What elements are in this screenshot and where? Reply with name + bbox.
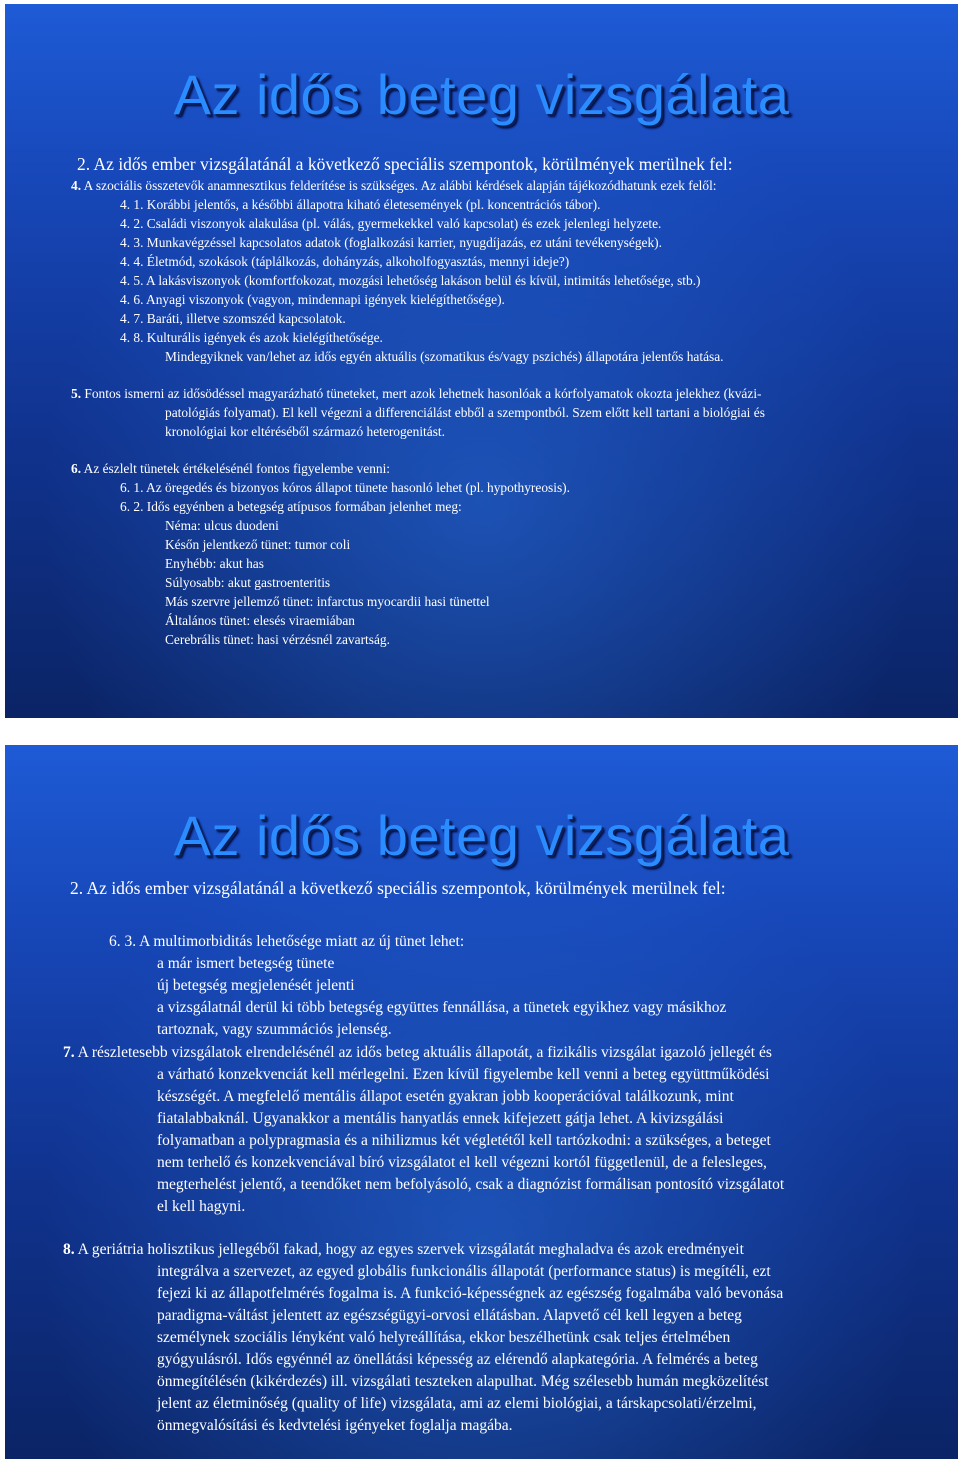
text-line [157,1261,771,1284]
line-text: 6. 1. Az öregedés és bizonyos kóros állapot tünete hasonló lehet (pl. hypothyreosis). [120,480,570,495]
paragraph-number: 4. [71,178,82,193]
line-text: 4. 3. Munkavégzéssel kapcsolatos adatok (foglalkozási karrier, nyugdíjazás, ez utáni tevékenységek). [120,235,662,250]
line-text: Néma: ulcus duodeni [165,518,279,533]
line-text: Az észlelt tünetek értékelésénél fontos figyelembe venni: [81,461,391,476]
line-text: Enyhébb: akut has [165,556,264,571]
numbered-paragraph-line [71,176,717,195]
text-line [157,1174,784,1197]
line-text: 4. 7. Baráti, illetve szomszéd kapcsolatok. [120,311,346,326]
line-text: Későn jelentkező tünet: tumor coli [165,537,351,552]
text-line [120,252,569,271]
text-line [157,1086,734,1109]
line-text: patológiás folyamat). El kell végezni a differenciálást ebből a szempontból. Szem előtt kell tartani a biológiai és [165,405,765,420]
line-text: 4. 1. Korábbi jelentős, a későbbi állapotra kiható életesemények (pl. koncentrációs tábor). [120,197,601,212]
text-line [120,214,661,233]
text-line [157,1152,767,1175]
paragraph-number: 7. [63,1044,75,1061]
text-line [165,516,279,535]
text-line [157,1393,757,1416]
line-text: A részletesebb vizsgálatok elrendelésénél az idős beteg aktuális állapotát, a fizikális vizsgálat igazoló jellegét és [74,1044,772,1061]
line-text: 4. 8. Kulturális igények és azok kielégíthetősége. [120,330,383,345]
paragraph-number: 8. [63,1241,75,1258]
line-text: gyógyulásról. Idős egyénnél az önellátási képesség az elérendő alapkategória. A felmérés a beteg [157,1351,758,1368]
line-text: a már ismert betegség tünete [157,955,335,972]
paragraph-number: 6. [71,461,82,476]
text-line [157,1130,771,1153]
text-line [165,347,724,366]
text-line [165,573,330,592]
text-line [120,195,600,214]
text-line [120,290,505,309]
text-line [165,630,390,649]
line-text: tartoznak, vagy szummációs jelenség. [157,1021,392,1038]
text-line [165,535,350,554]
text-line [157,1349,758,1372]
text-line [120,271,701,290]
line-text: Mindegyiknek van/lehet az idős egyén aktuális (szomatikus és/vagy pszichés) állapotára jelentős hatása. [165,349,724,364]
text-line [109,931,464,954]
numbered-paragraph-line [63,1239,744,1262]
text-line [157,1305,742,1328]
slide-heading: 2. Az idős ember vizsgálatánál a következő speciális szempontok, körülmények merülnek fel: [70,878,726,898]
line-text: nem terhelő és konzekvenciával bíró vizsgálatot el kell végezni kortól függetlenül, de a felesleges, [157,1154,767,1171]
line-text: Általános tünet: elesés viraemiában [165,613,356,628]
text-line [157,975,355,998]
text-line [157,1327,730,1350]
line-text: A szociális összetevők anamnesztikus felderítése is szükséges. Az alábbi kérdések alapján tájékozódhatunk ezek felől: [81,178,717,193]
text-line [165,403,765,422]
line-text: Cerebrális tünet: hasi vérzésnél zavartság. [165,632,390,647]
line-text: Más szervre jellemző tünet: infarctus myocardii hasi tünettel [165,594,490,609]
line-text: 4. 6. Anyagi viszonyok (vagyon, mindennapi igények kielégíthetősége). [120,292,505,307]
line-text: megterhelést jelentő, a teendőket nem befolyásoló, csak a diagnózist formálisan pontosító vizsgálatot [157,1176,785,1193]
numbered-paragraph-line [71,384,762,403]
line-text: új betegség megjelenését jelenti [157,977,355,994]
line-text: Súlyosabb: akut gastroenteritis [165,575,331,590]
line-text: el kell hagyni. [157,1198,246,1215]
text-line [157,1283,783,1306]
line-text: önmegítélésén (kikérdezés) ill. vizsgálati teszteken alapulhat. Még szélesebb humán megközelítést [157,1373,769,1390]
slide-2 [5,745,958,1459]
line-text: A geriátria holisztikus jellegéből fakad, hogy az egyes szervek vizsgálatát meghaladva és azok eredményeit [74,1241,744,1258]
line-text: folyamatban a polypragmasia és a nihilizmus két végletétől kell tartózkodni: a szükséges, a beteget [157,1132,771,1149]
text-line [120,328,383,347]
text-line [120,309,346,328]
text-line [120,497,462,516]
text-line [165,611,355,630]
line-text: 6. 3. A multimorbiditás lehetősége miatt az új tünet lehet: [109,933,465,950]
text-line [120,233,662,252]
text-line [165,554,264,573]
text-line [157,1196,245,1219]
line-text: kronológiai kor eltéréséből származó heterogenitást. [165,424,445,439]
numbered-paragraph-line [63,1042,772,1065]
text-line [157,1371,769,1394]
line-text: 4. 4. Életmód, szokások (táplálkozás, dohányzás, alkoholfogyasztás, mennyi ideje?) [120,254,570,269]
slide-title: Az idős beteg vizsgálata [173,63,790,126]
line-text: személynek szociális lényként való helyreállítása, ekkor beszélhetünk csak teljes értelmében [157,1329,731,1346]
paragraph-number: 5. [71,386,82,401]
text-line [157,953,334,976]
text-line [157,1415,513,1438]
line-text: Fontos ismerni az idősödéssel magyarázható tüneteket, mert azok lehetnek hasonlóak a kórfolyamatok okozta jelekhez (kvázi- [81,386,762,401]
line-text: jelent az életminőség (quality of life) vizsgálata, ami az elemi biológiai, a társkapcsolati/érzelmi, [157,1395,757,1412]
text-line [157,1064,769,1087]
line-text: a vizsgálatnál derül ki több betegség együttes fennállása, a tünetek egyikhez vagy másikhoz [157,999,727,1016]
text-line [165,592,490,611]
line-text: fiatalabbaknál. Ugyanakkor a mentális hanyatlás ennek kifejezett gátja lehet. A kivizsgálási [157,1110,724,1127]
line-text: integrálva a szervezet, az egyed globális funkcionális állapotát (performance status) is megítéli, ezt [157,1263,771,1280]
text-line [157,1108,723,1131]
line-text: 6. 2. Idős egyénben a betegség atípusos formában jelenhet meg: [120,499,462,514]
numbered-paragraph-line [71,459,390,478]
slide-heading: 2. Az idős ember vizsgálatánál a következő speciális szempontok, körülmények merülnek fel: [77,154,733,174]
line-text: készségét. A megfelelő mentális állapot esetén gyakran jobb kooperációval találkozunk, mint [157,1088,734,1105]
slide-1 [5,4,958,718]
text-line [120,478,570,497]
text-line [157,1019,392,1042]
slide-title: Az idős beteg vizsgálata [173,804,790,867]
text-line [157,997,726,1020]
line-text: a várható konzekvenciát kell mérlegelni. Ezen kívül figyelembe kell venni a beteg együttműködési [157,1066,770,1083]
line-text: önmegvalósítási és kedvtelési igényeket foglalja magába. [157,1417,513,1434]
line-text: paradigma-váltást jelentett az egészségügyi-orvosi ellátásban. Alapvető cél kell legyen a beteg [157,1307,742,1324]
line-text: 4. 5. A lakásviszonyok (komfortfokozat, mozgási lehetőség lakáson belül és kívül, intimitás lehetősége, stb.) [120,273,701,288]
line-text: fejezi ki az állapotfelmérés fogalma is. A funkció-képességnek az egészség fogalmába való bevonása [157,1285,784,1302]
line-text: 4. 2. Családi viszonyok alakulása (pl. válás, gyermekekkel való kapcsolat) és ezek jelenlegi helyzete. [120,216,662,231]
text-line [165,422,445,441]
